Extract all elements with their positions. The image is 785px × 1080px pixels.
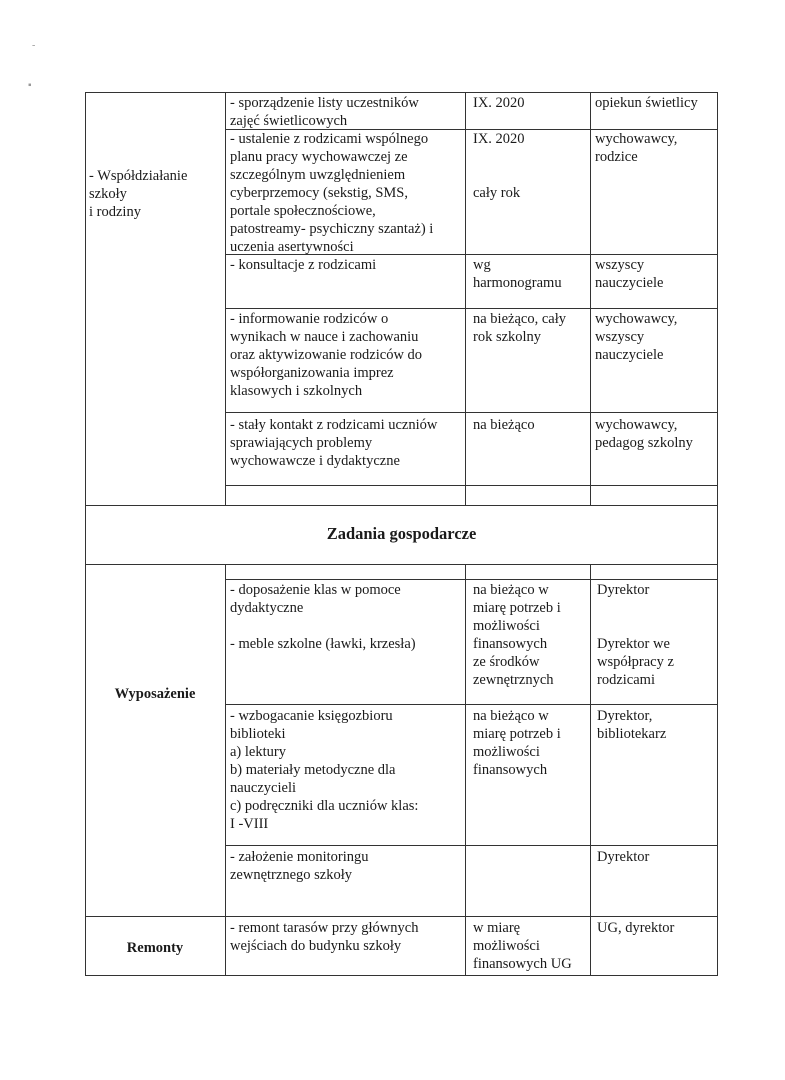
task-cell: - stały kontakt z rodzicami uczniów sprawiających problemy wychowawcze i dydaktyczne	[230, 417, 438, 469]
task-cell: - meble szkolne (ławki, krzesła)	[230, 636, 416, 652]
person-cell: wychowawcy, wszyscy nauczyciele	[595, 311, 678, 363]
term-cell: na bieżąco w miarę potrzeb i możliwości finansowych	[473, 708, 561, 778]
table-col-divider	[590, 564, 591, 976]
person-cell: Dyrektor	[597, 849, 650, 865]
scan-mark: -	[32, 40, 36, 51]
section-heading: Zadania gospodarcze	[326, 524, 477, 543]
person-cell: wszyscy nauczyciele	[595, 257, 664, 291]
table-rule	[225, 845, 718, 846]
table-col-divider	[225, 92, 226, 506]
table-rule	[225, 412, 718, 413]
category-cell: - Współdziałanie szkoły i rodziny	[89, 168, 188, 220]
person-cell: UG, dyrektor	[597, 920, 675, 936]
person-cell: Dyrektor, bibliotekarz	[597, 708, 667, 742]
task-cell: - remont tarasów przy głównych wejściach do budynku szkoły	[230, 920, 419, 954]
term-cell: na bieżąco, cały rok szkolny	[473, 311, 566, 345]
term-cell: IX. 2020	[473, 95, 525, 111]
task-cell: - doposażenie klas w pomoce dydaktyczne	[230, 582, 401, 616]
term-cell: IX. 2020	[473, 131, 525, 147]
term-cell: na bieżąco w miarę potrzeb i możliwości finansowych ze środków zewnętrznych	[473, 582, 561, 688]
category-cell: Remonty	[126, 940, 184, 956]
table-rule	[225, 308, 718, 309]
person-cell: Dyrektor we współpracy z rodzicami	[597, 636, 674, 688]
task-cell: - założenie monitoringu zewnętrznego szkoły	[230, 849, 369, 883]
table-col-divider	[225, 564, 226, 976]
table-rule	[225, 579, 718, 580]
scan-mark: ▪	[28, 80, 32, 91]
term-cell: w miarę możliwości finansowych UG	[473, 920, 572, 972]
table-rule	[225, 704, 718, 705]
person-cell: wychowawcy, pedagog szkolny	[595, 417, 693, 451]
task-cell: - konsultacje z rodzicami	[230, 257, 377, 273]
table-col-divider	[590, 92, 591, 506]
table-rule	[85, 505, 718, 506]
table-border	[85, 975, 718, 976]
person-cell: wychowawcy, rodzice	[595, 131, 678, 165]
table-col-divider	[465, 564, 466, 976]
term-cell: wg harmonogramu	[473, 257, 562, 291]
task-cell: - ustalenie z rodzicami wspólnego planu pracy wychowawczej ze szczególnym uwzględnieniem cyberprzemocy (sekstig, SMS, portale społecznościowe, patostreamy- psychiczny szantaż) i uczenia asertywności	[230, 131, 434, 255]
table-rule	[85, 564, 718, 565]
person-cell: opiekun świetlicy	[595, 95, 698, 111]
category-cell: Wyposażenie	[114, 686, 196, 702]
task-cell: - wzbogacanie księgozbioru biblioteki a) lektury b) materiały metodyczne dla nauczycieli c) podręczniki dla uczniów klas: I -VIII	[230, 708, 419, 832]
term-cell: na bieżąco	[473, 417, 535, 433]
table-border	[85, 92, 718, 93]
person-cell: Dyrektor	[597, 582, 650, 598]
table-rule	[85, 916, 718, 917]
table-rule	[225, 485, 718, 486]
table-col-divider	[465, 92, 466, 506]
task-cell: - informowanie rodziców o wynikach w nauce i zachowaniu oraz aktywizowanie rodziców do współorganizowania imprez klasowych i szkolnych	[230, 311, 423, 399]
task-cell: - sporządzenie listy uczestników zajęć świetlicowych	[230, 95, 419, 129]
term-cell: cały rok	[473, 185, 521, 201]
